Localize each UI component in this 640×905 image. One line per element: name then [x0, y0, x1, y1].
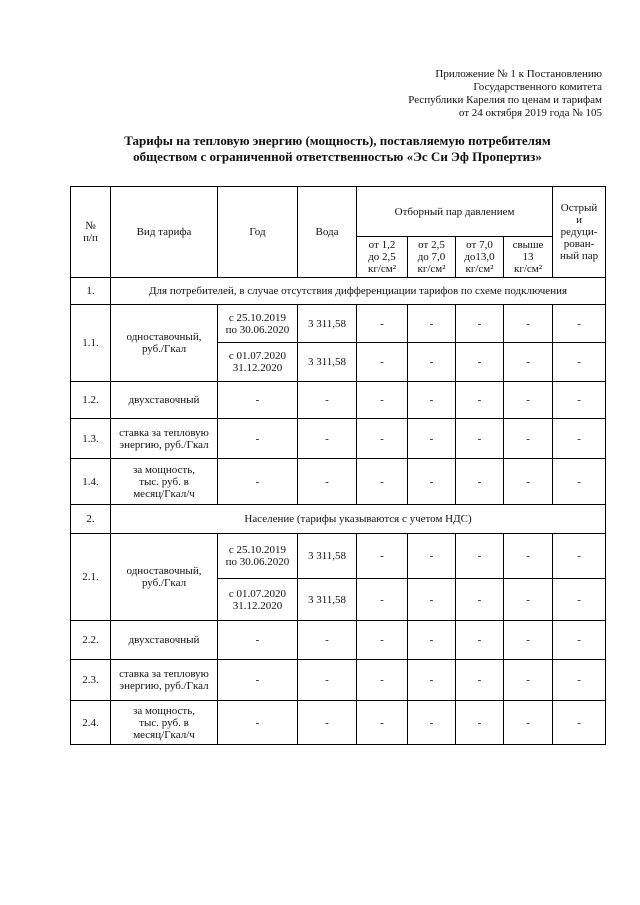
steam-7-0-to-13-0-cell: - — [456, 382, 504, 419]
appendix-line: от 24 октября 2019 года № 105 — [458, 107, 602, 119]
row-num: 2.2. — [71, 621, 111, 660]
water-tariff-cell: 3 311,58 — [298, 534, 357, 579]
tariff-kind: за мощность, тыс. руб. в месяц/Гкал/ч — [111, 459, 218, 505]
tariff-row — [71, 382, 606, 419]
steam-2-5-to-7-0-cell: - — [408, 343, 456, 382]
row-num: 2.1. — [71, 534, 111, 621]
document-title — [70, 133, 605, 165]
water-tariff-cell: - — [298, 621, 357, 660]
period-cell: с 25.10.2019 по 30.06.2020 — [218, 534, 298, 579]
appendix-line: Государственного комитета — [473, 81, 602, 93]
tariff-kind: за мощность, тыс. руб. в месяц/Гкал/ч — [111, 701, 218, 745]
steam-2-5-to-7-0-cell: - — [408, 419, 456, 459]
steam-7-0-to-13-0-cell: - — [456, 343, 504, 382]
section-row — [71, 278, 606, 305]
steam-1-2-to-2-5-cell: - — [357, 579, 408, 621]
steam-above-13-cell: - — [504, 660, 553, 701]
period-cell: с 25.10.2019 по 30.06.2020 — [218, 305, 298, 343]
sharp-steam-cell: - — [553, 660, 606, 701]
steam-7-0-to-13-0-cell: - — [456, 701, 504, 745]
row-num: 1.1. — [71, 305, 111, 382]
header-tariff-kind: Вид тарифа — [111, 187, 218, 278]
steam-1-2-to-2-5-cell: - — [357, 701, 408, 745]
steam-7-0-to-13-0-cell: - — [456, 660, 504, 701]
steam-2-5-to-7-0-cell: - — [408, 382, 456, 419]
appendix-line: Приложение № 1 к Постановлению — [435, 68, 602, 80]
period-cell: - — [218, 701, 298, 745]
steam-7-0-to-13-0-cell: - — [456, 579, 504, 621]
row-num: 1.4. — [71, 459, 111, 505]
tariff-kind: ставка за тепловую энергию, руб./Гкал — [111, 660, 218, 701]
sharp-steam-cell: - — [553, 701, 606, 745]
period-cell: - — [218, 419, 298, 459]
steam-2-5-to-7-0-cell: - — [408, 459, 456, 505]
tariff-table — [70, 186, 606, 745]
steam-above-13-cell: - — [504, 459, 553, 505]
water-tariff-cell: - — [298, 701, 357, 745]
period-cell: с 01.07.2020 31.12.2020 — [218, 579, 298, 621]
period-cell: с 01.07.2020 31.12.2020 — [218, 343, 298, 382]
steam-7-0-to-13-0-cell: - — [456, 621, 504, 660]
header-year: Год — [218, 187, 298, 278]
tariff-row — [71, 621, 606, 660]
appendix-line: Республики Карелия по ценам и тарифам — [408, 94, 602, 106]
steam-above-13-cell: - — [504, 701, 553, 745]
tariff-kind: двухставочный — [111, 621, 218, 660]
period-cell: - — [218, 621, 298, 660]
steam-7-0-to-13-0-cell: - — [456, 419, 504, 459]
steam-2-5-to-7-0-cell: - — [408, 305, 456, 343]
steam-1-2-to-2-5-cell: - — [357, 534, 408, 579]
steam-7-0-to-13-0-cell: - — [456, 459, 504, 505]
sharp-steam-cell: - — [553, 459, 606, 505]
row-num: 2.4. — [71, 701, 111, 745]
steam-7-0-to-13-0-cell: - — [456, 534, 504, 579]
table-header-row — [71, 187, 606, 237]
steam-above-13-cell: - — [504, 621, 553, 660]
sharp-steam-cell: - — [553, 419, 606, 459]
section-title: Население (тарифы указываются с учетом НДС) — [111, 505, 606, 534]
header-steam-7-0-to-13-0: от 7,0 до13,0 кг/см² — [456, 237, 504, 278]
steam-above-13-cell: - — [504, 419, 553, 459]
sharp-steam-cell: - — [553, 382, 606, 419]
section-row — [71, 505, 606, 534]
tariff-row — [71, 305, 606, 343]
period-cell: - — [218, 382, 298, 419]
water-tariff-cell: 3 311,58 — [298, 579, 357, 621]
steam-1-2-to-2-5-cell: - — [357, 382, 408, 419]
water-tariff-cell: 3 311,58 — [298, 343, 357, 382]
sharp-steam-cell: - — [553, 579, 606, 621]
section-num: 2. — [71, 505, 111, 534]
row-num: 1.2. — [71, 382, 111, 419]
sharp-steam-cell: - — [553, 343, 606, 382]
steam-1-2-to-2-5-cell: - — [357, 419, 408, 459]
header-num: № п/п — [71, 187, 111, 278]
steam-above-13-cell: - — [504, 534, 553, 579]
header-steam-1-2-to-2-5: от 1,2 до 2,5 кг/см² — [357, 237, 408, 278]
steam-1-2-to-2-5-cell: - — [357, 343, 408, 382]
tariff-kind: ставка за тепловую энергию, руб./Гкал — [111, 419, 218, 459]
sharp-steam-cell: - — [553, 534, 606, 579]
appendix-note — [408, 68, 602, 120]
sharp-steam-cell: - — [553, 305, 606, 343]
header-water: Вода — [298, 187, 357, 278]
water-tariff-cell: - — [298, 382, 357, 419]
tariff-kind: одноставочный, руб./Гкал — [111, 534, 218, 621]
title-line: обществом с ограниченной ответственностью «Эс Си Эф Пропертиз» — [133, 149, 542, 164]
period-cell: - — [218, 660, 298, 701]
steam-1-2-to-2-5-cell: - — [357, 660, 408, 701]
tariff-kind: двухставочный — [111, 382, 218, 419]
header-steam-above-13: свыше 13 кг/см² — [504, 237, 553, 278]
water-tariff-cell: - — [298, 419, 357, 459]
steam-2-5-to-7-0-cell: - — [408, 534, 456, 579]
steam-1-2-to-2-5-cell: - — [357, 305, 408, 343]
period-cell: - — [218, 459, 298, 505]
header-steam-2-5-to-7-0: от 2,5 до 7,0 кг/см² — [408, 237, 456, 278]
steam-above-13-cell: - — [504, 305, 553, 343]
row-num: 2.3. — [71, 660, 111, 701]
steam-2-5-to-7-0-cell: - — [408, 701, 456, 745]
steam-2-5-to-7-0-cell: - — [408, 579, 456, 621]
water-tariff-cell: - — [298, 660, 357, 701]
header-sharp-steam: Острый и редуци- рован- ный пар — [553, 187, 606, 278]
steam-7-0-to-13-0-cell: - — [456, 305, 504, 343]
tariff-row — [71, 419, 606, 459]
tariff-row — [71, 701, 606, 745]
title-line: Тарифы на тепловую энергию (мощность), поставляемую потребителям — [124, 133, 551, 148]
header-extraction-steam: Отборный пар давлением — [357, 187, 553, 237]
steam-above-13-cell: - — [504, 579, 553, 621]
sharp-steam-cell: - — [553, 621, 606, 660]
steam-1-2-to-2-5-cell: - — [357, 621, 408, 660]
water-tariff-cell: - — [298, 459, 357, 505]
steam-above-13-cell: - — [504, 382, 553, 419]
tariff-row — [71, 534, 606, 579]
water-tariff-cell: 3 311,58 — [298, 305, 357, 343]
tariff-kind: одноставочный, руб./Гкал — [111, 305, 218, 382]
steam-2-5-to-7-0-cell: - — [408, 660, 456, 701]
tariff-row — [71, 459, 606, 505]
steam-above-13-cell: - — [504, 343, 553, 382]
tariff-row — [71, 660, 606, 701]
steam-2-5-to-7-0-cell: - — [408, 621, 456, 660]
row-num: 1.3. — [71, 419, 111, 459]
section-title: Для потребителей, в случае отсутствия дифференциации тарифов по схеме подключения — [111, 278, 606, 305]
section-num: 1. — [71, 278, 111, 305]
steam-1-2-to-2-5-cell: - — [357, 459, 408, 505]
